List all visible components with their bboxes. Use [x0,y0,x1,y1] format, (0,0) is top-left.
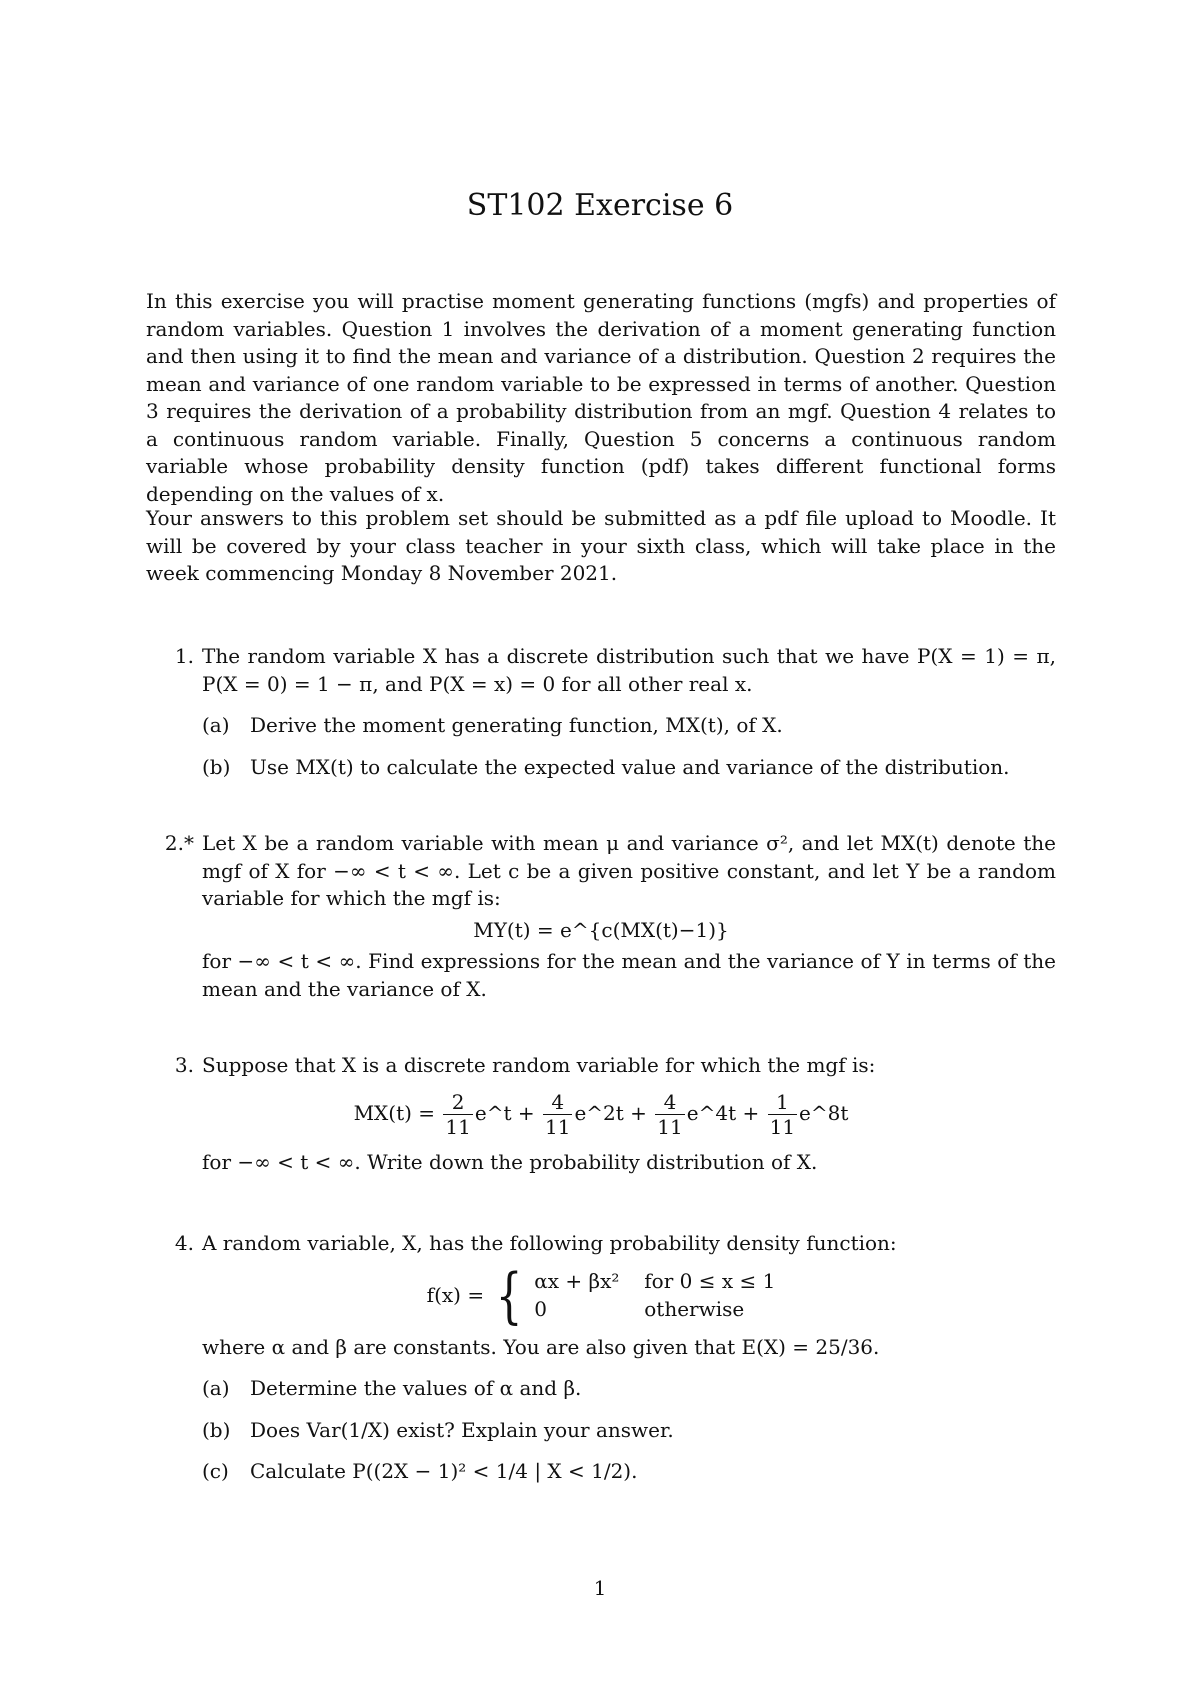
fraction-term: $\frac{4}{11}$ [657,1089,683,1139]
fraction-term: $\frac{4}{11}$ [545,1089,571,1139]
intro-paragraph-1: In this exercise you will practise moment generating functions (mgfs) and properties of random variables. Question 1 involves the derivation of a moment generating function and then using it to find the mean and variance of a distribution. Question 2 requires the mean and variance of one random variable to be expressed in terms of another. Question 3 requires the derivation of a probability distribution from an mgf. Question 4 relates to a continuous random variable. Finally, Question 5 concerns a continuous random variable whose probability density function (pdf) takes different functional forms depending on the values of x. [146,289,1056,506]
fraction-term: $\frac{2}{11}$ [445,1089,471,1139]
page-number: 1 [593,1576,607,1600]
question-number: 1. [174,644,194,668]
question-number: 3. [174,1053,194,1077]
question-text: Suppose that X is a discrete random variable for which the mgf is: [202,1053,876,1077]
question-4 [146,1230,1056,1486]
subpart-label: (b) [202,1417,231,1442]
question-text: Let X be a random variable with mean μ and variance σ², and let MX(t) denote the mgf of X for −∞ < t < ∞. Let c be a given positive constant, and let Y be a random variable for which the mgf is: [202,831,1056,910]
question-number: 4. [174,1231,194,1255]
case-2-expression: 0 [534,1296,547,1321]
subpart-label: (b) [202,754,231,779]
subpart-label: (a) [202,1376,230,1400]
question-1a [202,712,1056,740]
case-1-expression: αx + βx² [534,1269,620,1293]
subpart-text: Use MX(t) to calculate the expected value and variance of the distribution. [250,754,1010,779]
question-number: 2.* [164,831,194,855]
question-text: A random variable, X, has the following probability density function: [202,1231,897,1255]
pdf-formula [146,1260,1056,1331]
fraction-term: $\frac{1}{11}$ [769,1089,796,1139]
question-text-continued: where α and β are constants. You are also given that E(X) = 25/36. [202,1334,880,1359]
subpart-text: Calculate P((2X − 1)² < 1/4 | X < 1/2). [250,1459,638,1483]
case-2-condition: otherwise [644,1296,745,1321]
mgf-formula: MX(t) = $\frac{2}{11}$ e^t + $\frac{4}{11}$ e^2t + $\frac{4}{11}$ e^4t + $\frac{1}{11}$ e^8t [353,1089,849,1139]
question-text-continued: for −∞ < t < ∞. Write down the probability distribution of X. [202,1149,818,1174]
question-1b [202,754,1056,782]
formula-lhs: MX(t) = [353,1100,436,1125]
question-4c [202,1458,1056,1486]
brace-symbol: { [495,1260,523,1331]
subpart-text: Derive the moment generating function, MX(t), of X. [250,713,783,737]
formula-lhs: f(x) = [426,1282,485,1307]
subpart-text: Determine the values of α and β. [250,1376,582,1400]
question-2 [146,830,1056,1003]
subpart-label: (c) [202,1459,229,1483]
intro-paragraph-2: Your answers to this problem set should be submitted as a pdf file upload to Moodle. It will be covered by your class teacher in your sixth class, which will take place in the week commencing Monday 8 November 2021. [146,506,1056,585]
case-1-condition: for 0 ≤ x ≤ 1 [644,1269,776,1293]
subpart-text: Does Var(1/X) exist? Explain your answer. [250,1417,674,1442]
question-1 [146,643,1056,781]
subpart-label: (a) [202,713,230,737]
question-4a [202,1375,1056,1403]
question-text: The random variable X has a discrete distribution such that we have P(X = 1) = π, P(X = 0) = 1 − π, and P(X = x) = 0 for all other real x. [202,644,1056,696]
question-3 [146,1052,1056,1176]
question-4b [202,1417,1056,1445]
mgf-formula: MY(t) = e^{c(MX(t)−1)} [473,917,729,942]
document-title: ST102 Exercise 6 [466,188,734,223]
question-text-continued: for −∞ < t < ∞. Find expressions for the mean and the variance of Y in terms of the mean and the variance of X. [202,949,1056,1001]
